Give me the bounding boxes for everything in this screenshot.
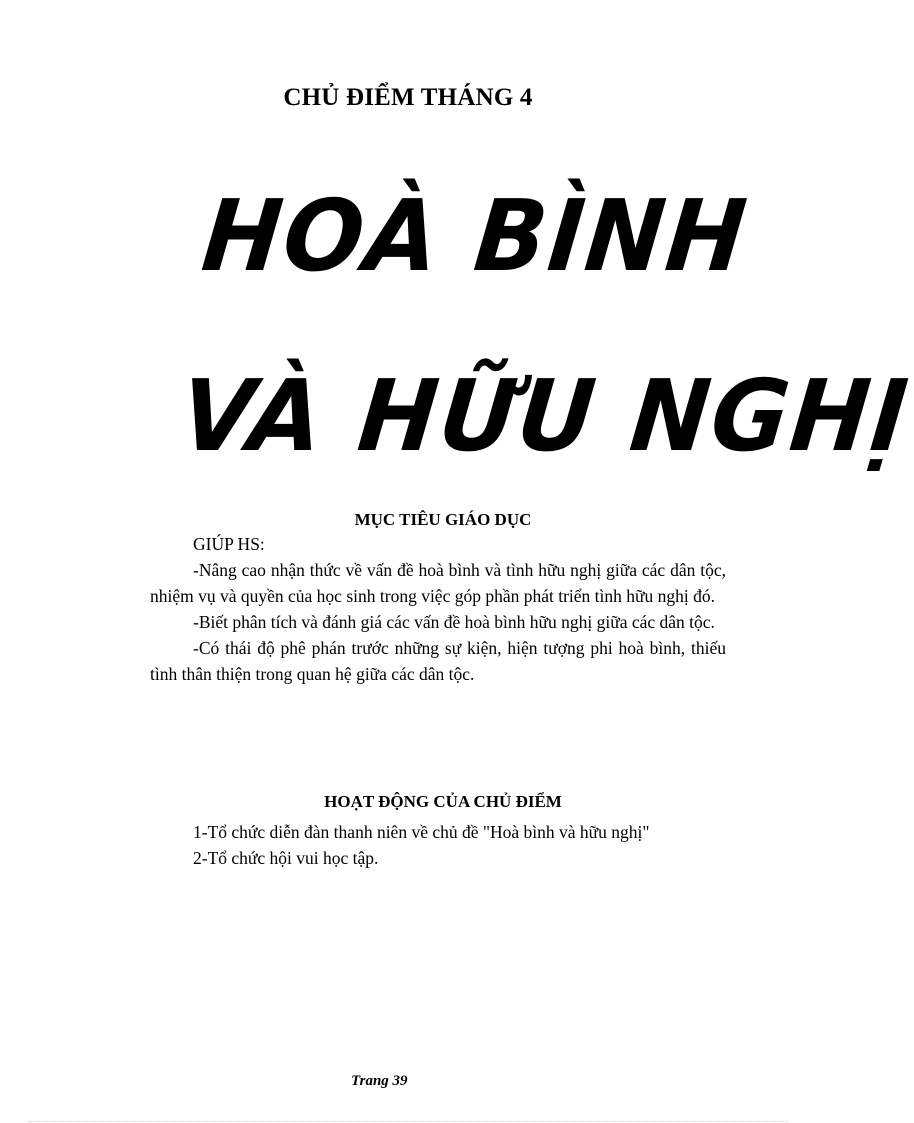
goals-title: MỤC TIÊU GIÁO DỤC <box>354 510 532 529</box>
banner-title-line-1: HOÀ BÌNH <box>197 179 753 295</box>
activity-item: 1-Tổ chức diễn đàn thanh niên về chủ đề "Hoà bình và hữu nghị" <box>193 822 650 842</box>
goal-item: -Nâng cao nhận thức về vấn đề hoà bình và tình hữu nghị giữa các dân tộc, nhiệm vụ và quyền của học sinh trong việc góp phần phát triển tình hữu nghị đó. <box>150 560 726 606</box>
banner-title-line-2: VÀ HỮU NGHỊ <box>175 359 914 475</box>
goal-item: -Có thái độ phê phán trước những sự kiện, hiện tượng phi hoà bình, thiếu tình thân thiện trong quan hệ giữa các dân tộc. <box>150 638 726 684</box>
activities-title: HOẠT ĐỘNG CỦA CHỦ ĐIỂM <box>324 792 562 811</box>
activities-list <box>193 819 650 871</box>
page-number: Trang 39 <box>351 1073 408 1089</box>
goals-intro: GIÚP HS: <box>193 534 265 554</box>
goal-item: -Biết phân tích và đánh giá các vấn đề hoà bình hữu nghị giữa các dân tộc. <box>193 612 715 632</box>
theme-heading: CHỦ ĐIỂM THÁNG 4 <box>283 84 533 111</box>
goals-list <box>150 557 726 687</box>
page-divider <box>28 1121 788 1122</box>
activity-item: 2-Tổ chức hội vui học tập. <box>193 848 379 868</box>
